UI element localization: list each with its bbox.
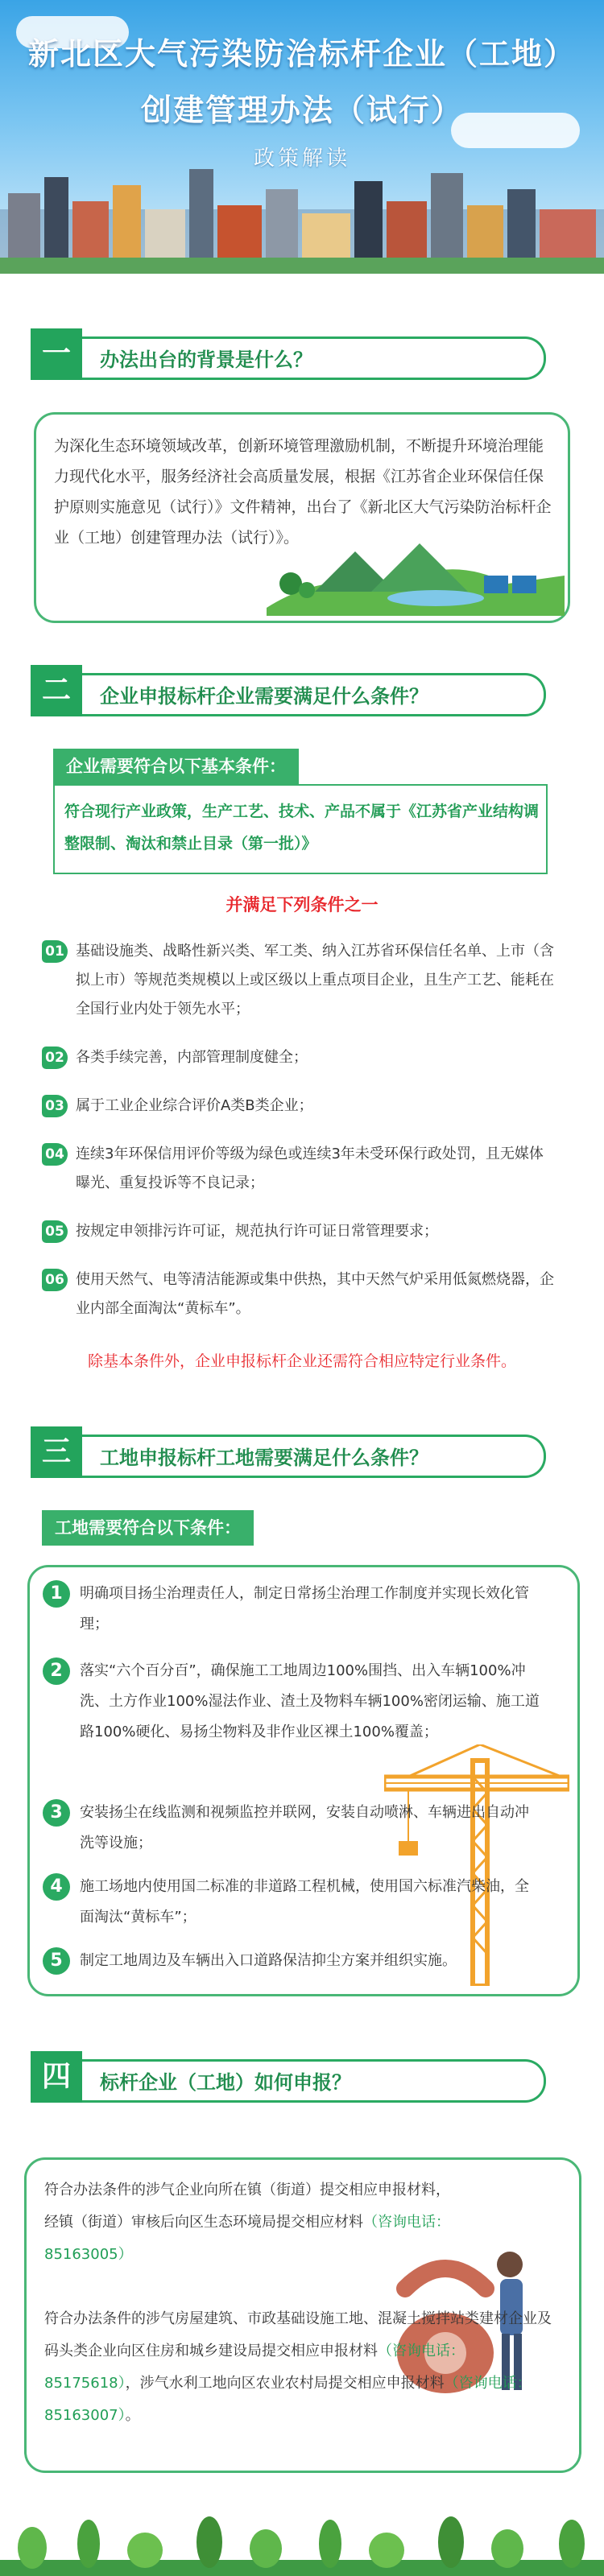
condition-number: 01 (42, 940, 68, 963)
condition-number: 02 (42, 1046, 68, 1069)
phone-number-agriculture: （咨询电话：85163007） (44, 2375, 532, 2424)
page-title-line2: 创建管理办法（试行） (140, 93, 463, 128)
section2-note: 除基本条件外，企业申报标杆企业还需符合相应特定行业条件。 (87, 1352, 516, 1370)
section4-paragraph1 (44, 2174, 463, 2271)
phone-number-ecology: （咨询电话：85163005） (44, 2214, 450, 2263)
section4-content-box (24, 2157, 581, 2473)
site-requirement-text: 明确项目扬尘治理责任人，制定日常扬尘治理工作制度并实现长效化管理； (80, 1585, 529, 1633)
site-requirement-text: 施工场地内使用国二标准的非道路工程机械，使用国六标准汽柴油，全面淘汰“黄标车”； (80, 1878, 529, 1926)
section1-paragraph: 为深化生态环境领域改革，创新环境管理激励机制，不断提升环境治理能力现代化水平，服务经济社会高质量发展，根据《江苏省企业环保信任保护原则实施意见（试行）》文件精神，出台了《新北区大气污染防治标杆企业（工地）创建管理办法（试行）》。 (54, 437, 552, 547)
condition-number: 03 (42, 1095, 68, 1117)
condition-item (42, 1140, 573, 1198)
site-requirement-number: 1 (43, 1580, 70, 1608)
site-requirement-text: 制定工地周边及车辆出入口道路保洁抑尘方案并组织实施。 (80, 1952, 457, 1969)
condition-number: 06 (42, 1269, 68, 1291)
condition-item (42, 937, 573, 1024)
site-requirement-item (43, 1656, 542, 1785)
condition-item (42, 1217, 573, 1246)
section2-heading: 企业申报标杆企业需要满足什么条件？ (100, 685, 428, 708)
condition-text: 按规定申领排污许可证，规范执行许可证日常管理要求； (76, 1223, 438, 1240)
site-requirement-number: 4 (43, 1873, 70, 1901)
section2-one-of-heading: 并满足下列条件之一 (225, 895, 379, 914)
section1-heading-bar (82, 336, 546, 380)
section3-tag: 工地需要符合以下条件： (42, 1510, 254, 1546)
condition-text: 属于工业企业综合评价A类B类企业； (76, 1097, 313, 1114)
section4-paragraph2 (44, 2303, 560, 2432)
section4-heading: 标杆企业（工地）如何申报？ (100, 2071, 351, 2094)
condition-number: 05 (42, 1220, 68, 1243)
section4-p2-end: 。 (125, 2407, 140, 2424)
site-requirement-number: 5 (43, 1947, 70, 1975)
site-requirement-item (43, 1872, 542, 1936)
condition-item (42, 1092, 573, 1121)
condition-text: 基础设施类、战略性新兴类、军工类、纳入江苏省环保信任名单、上市（含拟上市）等规范类规模以上或区级以上重点项目企业，且生产工艺、能耗在全国行业内处于领先水平； (76, 943, 554, 1018)
site-requirement-text: 安装扬尘在线监测和视频监控并联网，安装自动喷淋、车辆进出自动冲洗等设施； (80, 1804, 529, 1852)
section2-basic-tag: 企业需要符合以下基本条件： (53, 749, 299, 784)
page-title-line1: 新北区大气污染防治标杆企业（工地） (27, 36, 576, 72)
site-requirement-number: 3 (43, 1799, 70, 1827)
footer-trees-illustration (0, 2504, 604, 2576)
site-requirement-text: 落实“六个百分百”，确保施工工地周边100%围挡、出入车辆100%冲洗、土方作业100%湿法作业、渣土及物料车辆100%密闭运输、施工道路100%硬化、易扬尘物料及非作业区裸土100%覆盖； (80, 1662, 540, 1740)
condition-text: 各类手续完善，内部管理制度健全； (76, 1049, 308, 1066)
header-banner (0, 0, 604, 274)
condition-text: 连续3年环保信用评价等级为绿色或连续3年未受环保行政处罚，且无媒体曝光、重复投诉等不良记录； (76, 1146, 544, 1191)
section2-basic-box (53, 784, 548, 874)
section4-heading-bar (82, 2059, 546, 2103)
section2-header (31, 665, 546, 721)
section1-header (31, 328, 546, 385)
condition-text: 使用天然气、电等清洁能源或集中供热，其中天然气炉采用低氮燃烧器，企业内部全面淘汰“黄标车”。 (76, 1271, 554, 1317)
condition-item (42, 1265, 573, 1323)
section2-heading-bar (82, 673, 546, 716)
phone-number-housing: （咨询电话：85175618） (44, 2343, 465, 2392)
page-subtitle: 政策解读 (253, 147, 350, 171)
section3-heading-bar (82, 1435, 546, 1478)
section4-header (31, 2051, 546, 2107)
section3-header (31, 1426, 546, 1483)
section3-content-box (27, 1565, 580, 1996)
section2-number: 二 (31, 665, 82, 716)
section4-p2-text: 符合办法条件的涉气房屋建筑、市政基础设施工地、混凝土搅拌站类建材企业及码头类企业向区住房和城乡建设局提交相应申报材料 (44, 2310, 552, 2359)
section4-p1-text: 符合办法条件的涉气企业向所在镇（街道）提交相应申报材料，经镇（街道）审核后向区生态环境局提交相应材料 (44, 2182, 450, 2231)
section3-number: 三 (31, 1426, 82, 1478)
section1-number: 一 (31, 328, 82, 380)
section2-basic-text: 符合现行产业政策，生产工艺、技术、产品不属于《江苏省产业结构调整限制、淘汰和禁止目录（第一批）》 (64, 803, 540, 852)
landscape-illustration (267, 527, 565, 616)
section1-content-box (34, 412, 570, 623)
site-requirement-number: 2 (43, 1657, 70, 1685)
section3-heading: 工地申报标杆工地需要满足什么条件？ (100, 1447, 428, 1469)
site-requirement-item (43, 1579, 542, 1643)
city-skyline-illustration (0, 161, 604, 274)
section4-number: 四 (31, 2051, 82, 2103)
site-requirement-item (43, 1798, 542, 1862)
condition-item (42, 1043, 573, 1072)
condition-number: 04 (42, 1143, 68, 1166)
section4-p2-text2: ，涉气水利工地向区农业农村局提交相应申报材料 (125, 2375, 445, 2392)
site-requirement-item (43, 1946, 558, 1978)
section1-heading: 办法出台的背景是什么？ (100, 349, 312, 371)
